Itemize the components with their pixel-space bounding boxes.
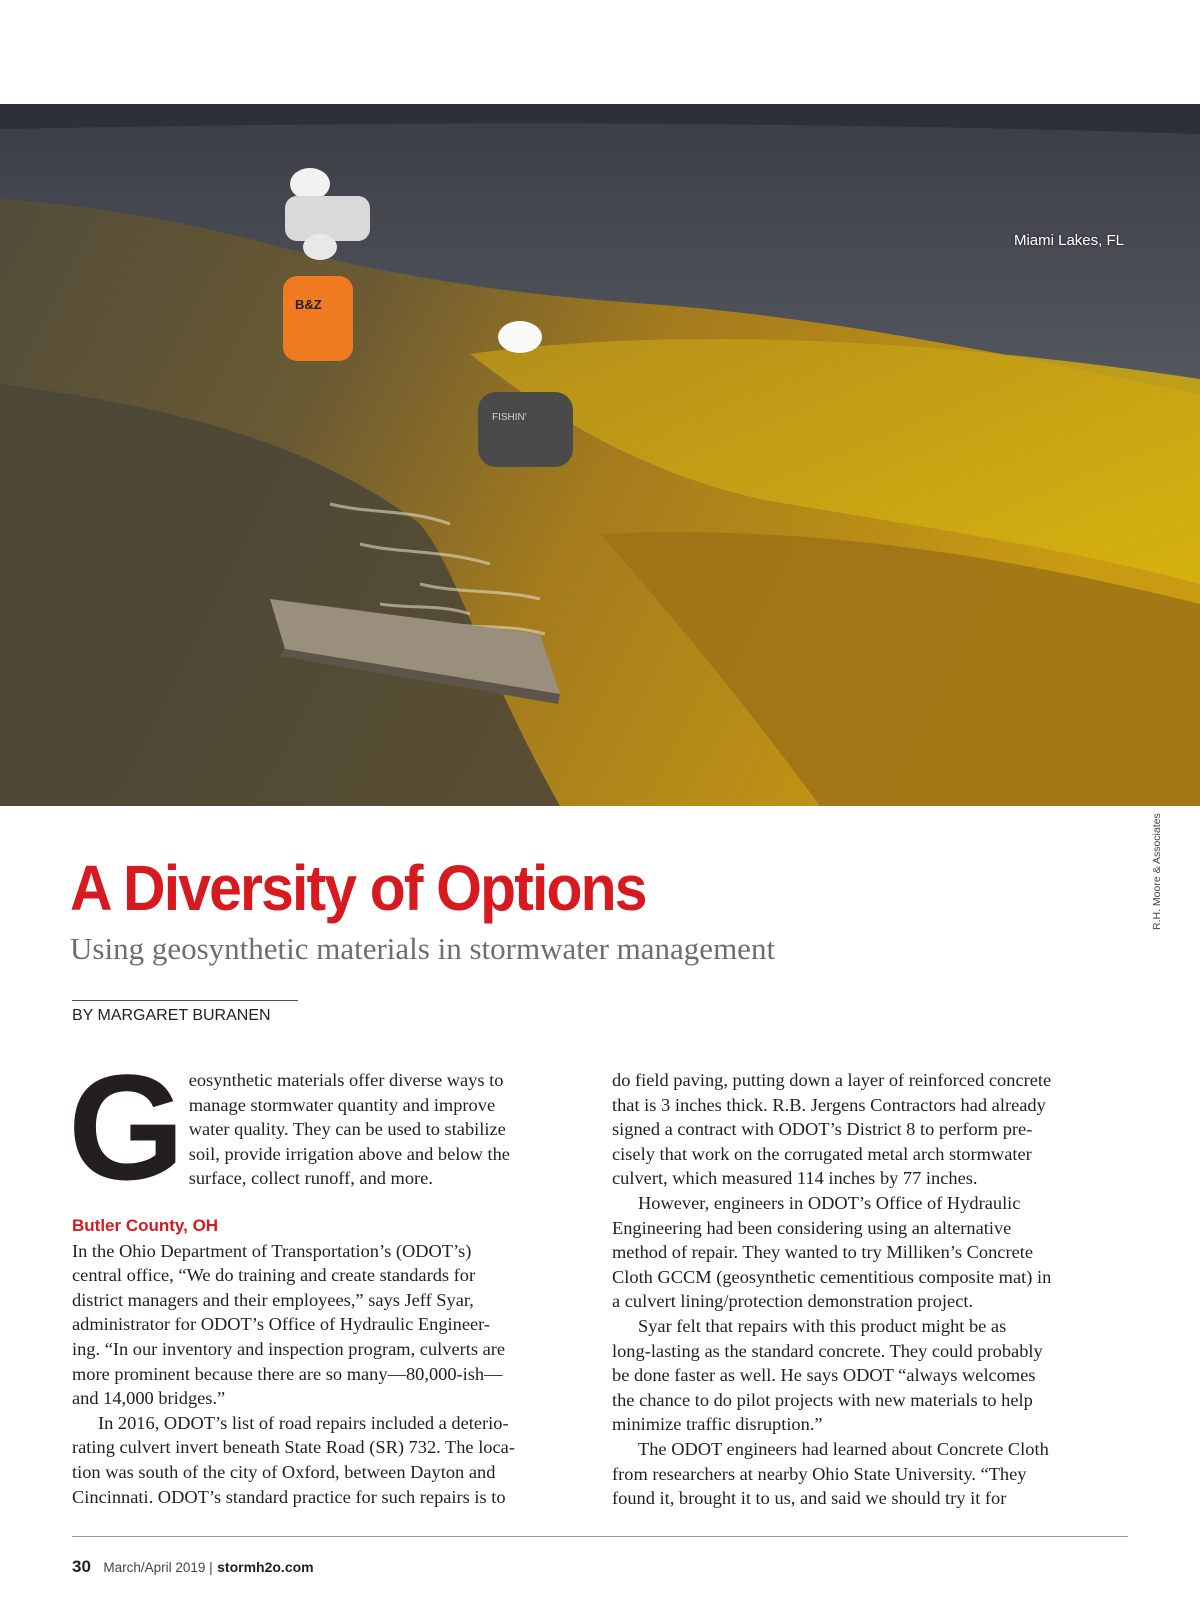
- text-line: minimize traffic disruption.”: [612, 1414, 823, 1435]
- photo-location-caption: Miami Lakes, FL: [1013, 232, 1124, 249]
- paragraph: [72, 1239, 592, 1411]
- body-column-left: [68, 1043, 592, 1509]
- text-line: more prominent because there are so many—80,000-ish—: [72, 1363, 503, 1384]
- intro-paragraph: [68, 1043, 592, 1211]
- text-line: manage stormwater quantity and improve: [188, 1094, 496, 1115]
- paragraph: [612, 1437, 1132, 1511]
- text-line: found it, brought it to us, and said we should try it for: [612, 1488, 1007, 1509]
- text-line: ing. “In our inventory and inspection program, culverts are: [72, 1338, 506, 1359]
- byline: BY MARGARET BURANEN: [72, 1007, 271, 1024]
- text-line: be done faster as well. He says ODOT “always welcomes: [612, 1365, 1036, 1386]
- text-line: However, engineers in ODOT’s Office of Hydraulic: [638, 1192, 1021, 1213]
- paragraph: [72, 1411, 592, 1509]
- text-line: Syar felt that repairs with this product might be as: [638, 1315, 1007, 1336]
- website-link[interactable]: stormh2o.com: [217, 1559, 314, 1575]
- text-line: water quality. They can be used to stabilize: [188, 1119, 506, 1140]
- text-line: from researchers at nearby Ohio State University. “They: [612, 1463, 1027, 1484]
- paragraph: [612, 1191, 1132, 1314]
- svg-text:FISHIN': FISHIN': [492, 412, 527, 423]
- page-number: 30: [72, 1557, 91, 1576]
- text-line: rating culvert invert beneath State Road (SR) 732. The loca-: [72, 1437, 515, 1458]
- text-line: central office, “We do training and create standards for: [72, 1265, 476, 1286]
- article-deck: Using geosynthetic materials in stormwater management: [70, 931, 776, 966]
- page-footer: [72, 1557, 314, 1577]
- text-line: Cincinnati. ODOT’s standard practice for such repairs is to: [72, 1486, 506, 1507]
- footer-divider: [72, 1536, 1128, 1537]
- culvert-lining-photo: [0, 104, 1200, 806]
- section-subhead: Butler County, OH: [72, 1216, 219, 1235]
- text-line: the chance to do pilot projects with new materials to help: [612, 1389, 1033, 1410]
- text-line: surface, collect runoff, and more.: [188, 1168, 433, 1189]
- text-line: tion was south of the city of Oxford, between Dayton and: [72, 1461, 496, 1482]
- text-line: and 14,000 bridges.”: [72, 1388, 226, 1409]
- article-headline: A Diversity of Options: [70, 852, 646, 924]
- text-line: signed a contract with ODOT’s District 8 to perform pre-: [612, 1119, 1033, 1140]
- text-line: Engineering had been considering using an alternative: [612, 1217, 1012, 1238]
- text-line: method of repair. They wanted to try Milliken’s Concrete: [612, 1242, 1034, 1263]
- text-line: that is 3 inches thick. R.B. Jergens Contractors had already: [612, 1094, 1046, 1115]
- text-line: eosynthetic materials offer diverse ways to: [188, 1070, 504, 1090]
- text-line: The ODOT engineers had learned about Concrete Cloth: [638, 1438, 1049, 1459]
- text-line: administrator for ODOT’s Office of Hydraulic Engineer-: [72, 1314, 491, 1335]
- text-line: In 2016, ODOT’s list of road repairs included a deterio-: [98, 1412, 509, 1433]
- issue-date: March/April 2019 |: [103, 1560, 213, 1575]
- paragraph: [612, 1314, 1132, 1437]
- text-line: do field paving, putting down a layer of reinforced concrete: [612, 1070, 1052, 1090]
- svg-text:B&Z: B&Z: [295, 297, 322, 312]
- text-line: district managers and their employees,” says Jeff Syar,: [72, 1289, 474, 1310]
- feature-photo: [0, 104, 1200, 806]
- text-line: cisely that work on the corrugated metal arch stormwater: [612, 1143, 1032, 1164]
- body-column-right: [612, 1068, 1132, 1511]
- text-line: long-lasting as the standard concrete. They could probably: [612, 1340, 1043, 1361]
- paragraph: [612, 1068, 1132, 1191]
- text-line: soil, provide irrigation above and below the: [188, 1143, 510, 1164]
- drop-cap: G: [68, 1043, 181, 1211]
- text-line: Cloth GCCM (geosynthetic cementitious composite mat) in: [612, 1266, 1052, 1287]
- byline-divider: [72, 1000, 298, 1001]
- text-line: In the Ohio Department of Transportation’s (ODOT’s): [72, 1240, 472, 1261]
- text-line: culvert, which measured 114 inches by 77 inches.: [612, 1168, 978, 1189]
- text-line: a culvert lining/protection demonstration project.: [612, 1291, 974, 1312]
